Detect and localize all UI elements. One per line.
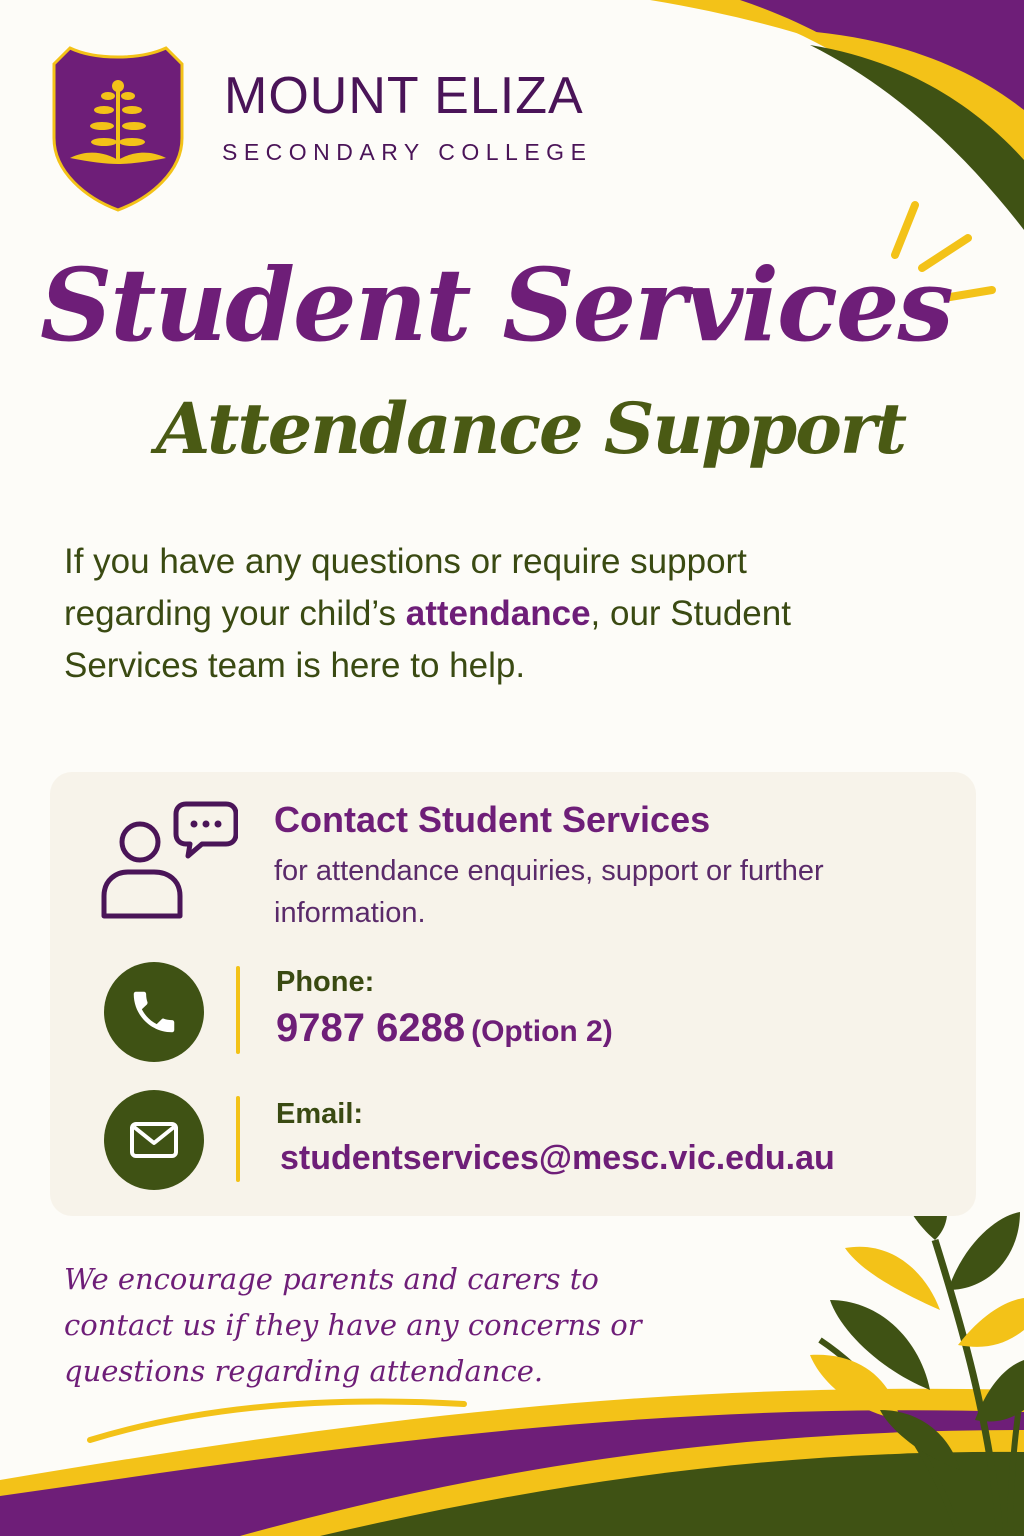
person-chat-icon [98,800,238,922]
intro-text-before: If you have any questions or require support regarding your child’s [64,542,747,633]
footer-note: We encourage parents and carers to contact us if they have any concerns or questions regarding attendance. [64,1262,642,1388]
intro-paragraph [64,536,844,692]
school-crest-icon [50,42,186,214]
page-title: Student Services [40,246,952,364]
divider-line [236,1096,240,1182]
school-subtitle: SECONDARY COLLEGE [222,139,593,165]
divider-line [236,966,240,1054]
page-subtitle: Attendance Support [156,387,906,470]
email-address-link[interactable]: studentservices@mesc.vic.edu.au [280,1139,835,1177]
phone-number-line [276,1006,613,1050]
email-icon-circle [104,1090,204,1190]
contact-heading: Contact Student Services [274,799,711,840]
intro-highlight: attendance [405,594,591,633]
phone-icon [127,985,181,1039]
school-name: MOUNT ELIZA [224,67,584,125]
email-label: Email: [276,1098,364,1130]
intro-text-after: , our Student Services team is here to help. [64,594,791,685]
phone-number-link[interactable]: 9787 6288 [276,1006,466,1050]
phone-option: (Option 2) [471,1015,613,1048]
phone-label: Phone: [276,966,375,998]
phone-icon-circle [104,962,204,1062]
envelope-icon [129,1121,179,1159]
contact-description: for attendance enquiries, support or further information. [274,855,824,929]
